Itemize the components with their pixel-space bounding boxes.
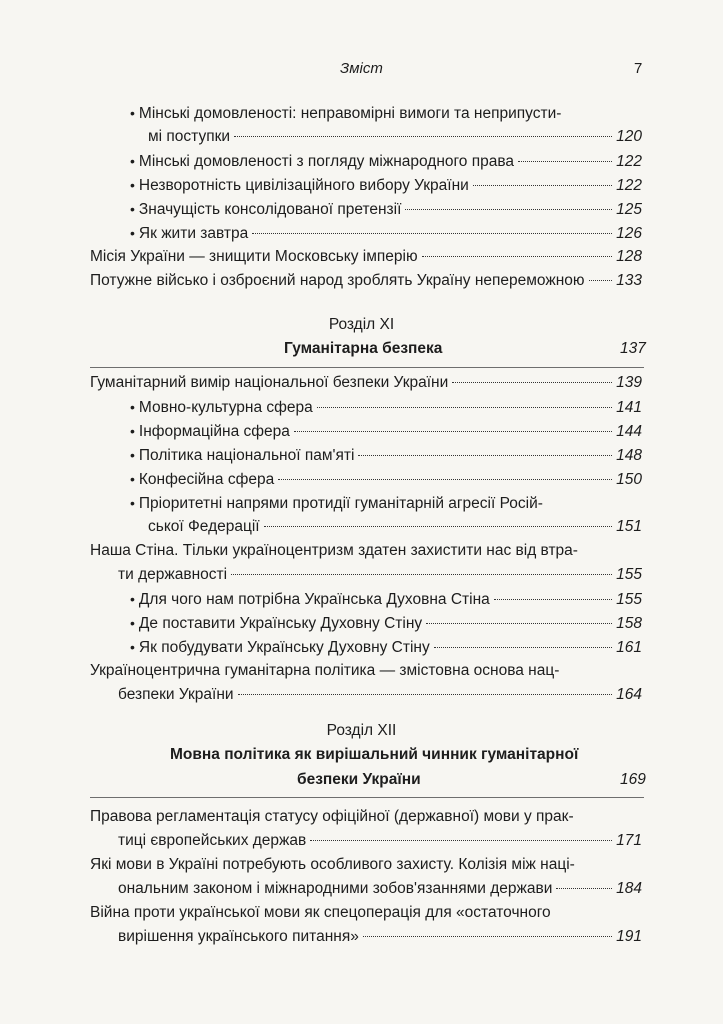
toc-page-number: 171 — [616, 832, 642, 849]
toc-entry-line: Для чого нам потрібна Українська Духовна Стіна — [138, 591, 490, 608]
toc-page-number: 120 — [616, 128, 642, 145]
bullet-icon: • — [130, 615, 135, 631]
toc-entry-line: Політика національної пам'яті — [138, 447, 355, 464]
dot-leader — [494, 598, 612, 600]
toc-entry-line: безпеки України — [118, 686, 234, 703]
dot-leader — [473, 184, 612, 186]
dot-leader — [310, 839, 612, 841]
section-rule — [90, 797, 644, 798]
bullet-icon: • — [130, 201, 135, 217]
toc-entry-text — [90, 901, 551, 925]
toc-entry[interactable] — [90, 245, 642, 269]
toc-entry[interactable] — [90, 371, 642, 395]
toc-page-number: 148 — [616, 447, 642, 464]
dot-leader — [238, 693, 613, 695]
bullet-icon: • — [130, 639, 135, 655]
toc-entry-line: Незворотність цивілізаційного вибору України — [138, 177, 469, 194]
toc-entry[interactable] — [130, 419, 642, 444]
toc-entry-line: Правова регламентація статусу офіційної (державної) мови у прак- — [90, 808, 574, 825]
toc-entry-line: Як жити завтра — [138, 225, 249, 242]
toc-entry-line: ти державності — [118, 566, 228, 583]
section-label: Розділ XI — [328, 316, 395, 333]
dot-leader — [317, 406, 612, 408]
dot-leader — [589, 279, 613, 281]
dot-leader — [426, 622, 612, 624]
toc-entry-line: Гуманітарний вимір національної безпеки України — [90, 374, 449, 391]
toc-entry[interactable] — [130, 467, 642, 492]
dot-leader — [231, 573, 612, 575]
toc-page-number: 133 — [616, 272, 642, 289]
section-title: Гуманітарна безпека — [284, 340, 443, 357]
toc-page-number: 126 — [616, 225, 642, 242]
toc-entry[interactable] — [130, 149, 642, 174]
bullet-icon: • — [130, 105, 135, 121]
section-rule — [90, 367, 644, 368]
toc-entry-text — [90, 539, 578, 563]
toc-page-number: 151 — [616, 518, 642, 535]
dot-leader — [252, 232, 612, 234]
section-page: 169 — [620, 771, 646, 788]
toc-page-number: 184 — [616, 880, 642, 897]
toc-entry-line: Інформаційна сфера — [138, 423, 290, 440]
toc-entry-text — [130, 101, 561, 126]
toc-page-number: 164 — [616, 686, 642, 703]
toc-entry[interactable] — [130, 173, 642, 198]
toc-page-number: 128 — [616, 248, 642, 265]
dot-leader — [363, 935, 612, 937]
toc-entry-line: Місія України — знищити Московську імперію — [90, 248, 418, 265]
toc-entry[interactable] — [148, 515, 642, 539]
toc-entry[interactable] — [130, 221, 642, 246]
dot-leader — [264, 525, 613, 527]
dot-leader — [422, 255, 613, 257]
toc-entry[interactable] — [130, 587, 642, 612]
section-title: Мовна політика як вирішальний чинник гуманітарної — [170, 746, 579, 763]
toc-entry-text — [90, 659, 559, 683]
toc-entry[interactable] — [130, 611, 642, 636]
toc-entry-line: Конфесійна сфера — [138, 471, 275, 488]
section-page: 137 — [620, 340, 646, 357]
toc-entry-line: Пріоритетні напрями протидії гуманітарній агресії Росій- — [138, 495, 543, 512]
toc-entry[interactable] — [130, 197, 642, 222]
toc-entry-line: Наша Стіна. Тільки україноцентризм здатен захистити нас від втра- — [90, 542, 578, 559]
bullet-icon: • — [130, 471, 135, 487]
dot-leader — [358, 454, 612, 456]
toc-page-number: 141 — [616, 399, 642, 416]
dot-leader — [294, 430, 612, 432]
toc-page-number: 158 — [616, 615, 642, 632]
toc-entry[interactable] — [118, 829, 642, 853]
toc-entry[interactable] — [118, 877, 642, 901]
bullet-icon: • — [130, 153, 135, 169]
dot-leader — [518, 160, 612, 162]
toc-page-number: 155 — [616, 566, 642, 583]
page-number: 7 — [634, 60, 643, 77]
dot-leader — [405, 208, 612, 210]
toc-entry[interactable] — [118, 925, 642, 949]
toc-page-number: 155 — [616, 591, 642, 608]
dot-leader — [434, 646, 612, 648]
section-label: Розділ XII — [326, 722, 397, 739]
running-title: Зміст — [340, 60, 383, 77]
toc-entry[interactable] — [118, 683, 642, 707]
toc-entry[interactable] — [130, 443, 642, 468]
toc-entry-line: ональним законом і міжнародними зобов'язаннями держави — [118, 880, 553, 897]
dot-leader — [556, 887, 612, 889]
toc-page-number: 191 — [616, 928, 642, 945]
toc-entry-line: Значущість консолідованої претензії — [138, 201, 402, 218]
toc-entry-line: Які мови в Україні потребують особливого захисту. Колізія між наці- — [90, 856, 575, 873]
toc-entry-line: Де поставити Українську Духовну Стіну — [138, 615, 423, 632]
toc-entry-line: тиці європейських держав — [118, 832, 307, 849]
running-head — [0, 60, 723, 80]
toc-entry[interactable] — [148, 125, 642, 149]
bullet-icon: • — [130, 399, 135, 415]
toc-entry-line: Мінські домовленості з погляду міжнародного права — [138, 153, 515, 170]
toc-page-number: 161 — [616, 639, 642, 656]
toc-entry[interactable] — [130, 395, 642, 420]
toc-page-number: 122 — [616, 177, 642, 194]
dot-leader — [234, 135, 612, 137]
bullet-icon: • — [130, 447, 135, 463]
toc-entry-text — [90, 853, 575, 877]
toc-entry[interactable] — [130, 635, 642, 660]
bullet-icon: • — [130, 177, 135, 193]
toc-entry-line: мі поступки — [148, 128, 231, 145]
toc-entry-line: вирішення українського питання» — [118, 928, 359, 945]
bullet-icon: • — [130, 495, 135, 511]
toc-entry-line: Війна проти української мови як спецоперація для «остаточного — [90, 904, 551, 921]
dot-leader — [278, 478, 612, 480]
toc-page-number: 122 — [616, 153, 642, 170]
toc-page-number: 150 — [616, 471, 642, 488]
toc-entry-line: Мінські домовленості: неправомірні вимоги та неприпусти- — [138, 105, 562, 122]
dot-leader — [452, 381, 612, 383]
toc-entry-line: Мовно-культурна сфера — [138, 399, 313, 416]
toc-entry[interactable] — [90, 269, 642, 293]
toc-entry-line: ської Федерації — [148, 518, 260, 535]
toc-entry-text — [130, 491, 543, 516]
bullet-icon: • — [130, 423, 135, 439]
toc-entry[interactable] — [118, 563, 642, 587]
bullet-icon: • — [130, 225, 135, 241]
section-title: безпеки України — [297, 771, 421, 788]
toc-page-number: 139 — [616, 374, 642, 391]
toc-page-number: 144 — [616, 423, 642, 440]
toc-entry-line: Як побудувати Українську Духовну Стіну — [138, 639, 430, 656]
toc-page-number: 125 — [616, 201, 642, 218]
toc-entry-line: Україноцентрична гуманітарна політика — змістовна основа нац- — [90, 662, 560, 679]
toc-entry-text — [90, 805, 574, 829]
toc-entry-line: Потужне військо і озброєний народ зроблять Україну непереможною — [90, 272, 585, 289]
bullet-icon: • — [130, 591, 135, 607]
